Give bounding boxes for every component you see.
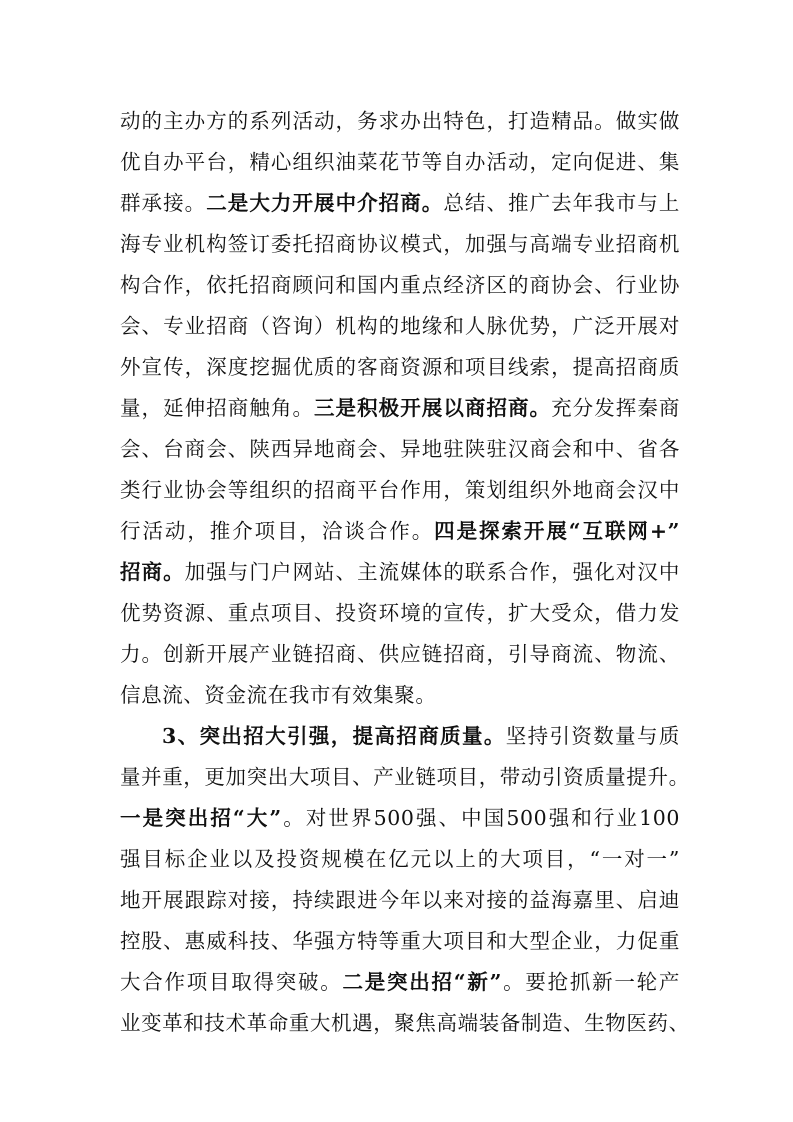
body-text: 强目标企业以及投资规模在亿元以上的大项目，“一对一” xyxy=(120,847,680,871)
body-text: 大合作项目取得突破。 xyxy=(120,970,343,994)
text-line xyxy=(120,716,680,757)
bold-heading-text: 四是探索开展“互联网+” xyxy=(434,519,680,543)
body-text: 外宣传，深度挖掘优质的客商资源和项目线索，提高招商质 xyxy=(120,355,680,379)
body-text: 动的主办方的系列活动，务求办出特色，打造精品。做实做 xyxy=(120,109,680,133)
body-text: 力。创新开展产业链招商、供应链招商，引导商流、物流、 xyxy=(120,642,680,666)
body-text: 。要抢抓新一轮产 xyxy=(501,970,680,994)
bold-heading-text: 三是积极开展以商招商。 xyxy=(314,396,552,420)
body-text: 行活动，推介项目，洽谈合作。 xyxy=(120,519,435,543)
body-text: 充分发挥秦商 xyxy=(551,396,680,420)
text-line xyxy=(120,183,680,224)
body-text: 会、专业招商（咨询）机构的地缘和人脉优势，广泛开展对 xyxy=(120,314,680,338)
text-line xyxy=(120,470,680,511)
text-line xyxy=(120,1003,690,1044)
body-text: 类行业协会等组织的招商平台作用，策划组织外地商会汉中 xyxy=(120,478,680,502)
text-line xyxy=(120,880,680,921)
bold-heading-text: 二是大力开展中介招商。 xyxy=(206,191,444,215)
body-text: 控股、惠威科技、华强方特等重大项目和大型企业，力促重 xyxy=(120,929,680,953)
text-line xyxy=(120,265,680,306)
body-text: 量，延伸招商触角。 xyxy=(120,396,314,420)
bold-heading-text: 3、突出招大引强，提高招商质量。 xyxy=(162,724,506,748)
text-line xyxy=(120,429,680,470)
text-line xyxy=(120,552,680,593)
body-text: 构合作，依托招商顾问和国内重点经济区的商协会、行业协 xyxy=(120,273,680,297)
body-text: 群承接。 xyxy=(120,191,207,215)
text-line xyxy=(120,675,680,716)
text-line xyxy=(120,101,680,142)
text-line xyxy=(120,839,680,880)
body-text: 海专业机构签订委托招商协议模式，加强与高端专业招商机 xyxy=(120,232,680,256)
text-line xyxy=(120,593,680,634)
body-text: 总结、推广去年我市与上 xyxy=(443,191,680,215)
bold-heading-text: 一是突出招“大” xyxy=(120,806,282,830)
body-text: 信息流、资金流在我市有效集聚。 xyxy=(120,683,437,707)
text-line xyxy=(120,962,680,1003)
text-line xyxy=(120,798,680,839)
text-line xyxy=(120,142,680,183)
text-line xyxy=(120,921,680,962)
body-text: 业变革和技术革命重大机遇，聚焦高端装备制造、生物医药、 xyxy=(120,1011,690,1035)
text-line xyxy=(120,306,680,347)
body-text: 会、台商会、陕西异地商会、异地驻陕驻汉商会和中、省各 xyxy=(120,437,680,461)
body-text: 。对世界500强、中国500强和行业100 xyxy=(281,806,680,830)
body-text: 优势资源、重点项目、投资环境的宣传，扩大受众，借力发 xyxy=(120,601,680,625)
text-line xyxy=(120,511,680,552)
body-text: 加强与门户网站、主流媒体的联系合作，强化对汉中 xyxy=(184,560,680,584)
text-line xyxy=(120,224,680,265)
body-text: 地开展跟踪对接，持续跟进今年以来对接的益海嘉里、启迪 xyxy=(120,888,680,912)
body-text: 坚持引资数量与质 xyxy=(505,724,680,748)
text-line xyxy=(120,757,690,798)
body-text: 优自办平台，精心组织油菜花节等自办活动，定向促进、集 xyxy=(120,150,680,174)
bold-heading-text: 招商。 xyxy=(120,560,185,584)
text-line xyxy=(120,388,680,429)
text-line xyxy=(120,634,680,675)
document-body xyxy=(120,101,690,1044)
bold-heading-text: 二是突出招“新” xyxy=(342,970,502,994)
body-text: 量并重，更加突出大项目、产业链项目，带动引资质量提升。 xyxy=(120,765,690,789)
text-line xyxy=(120,347,680,388)
